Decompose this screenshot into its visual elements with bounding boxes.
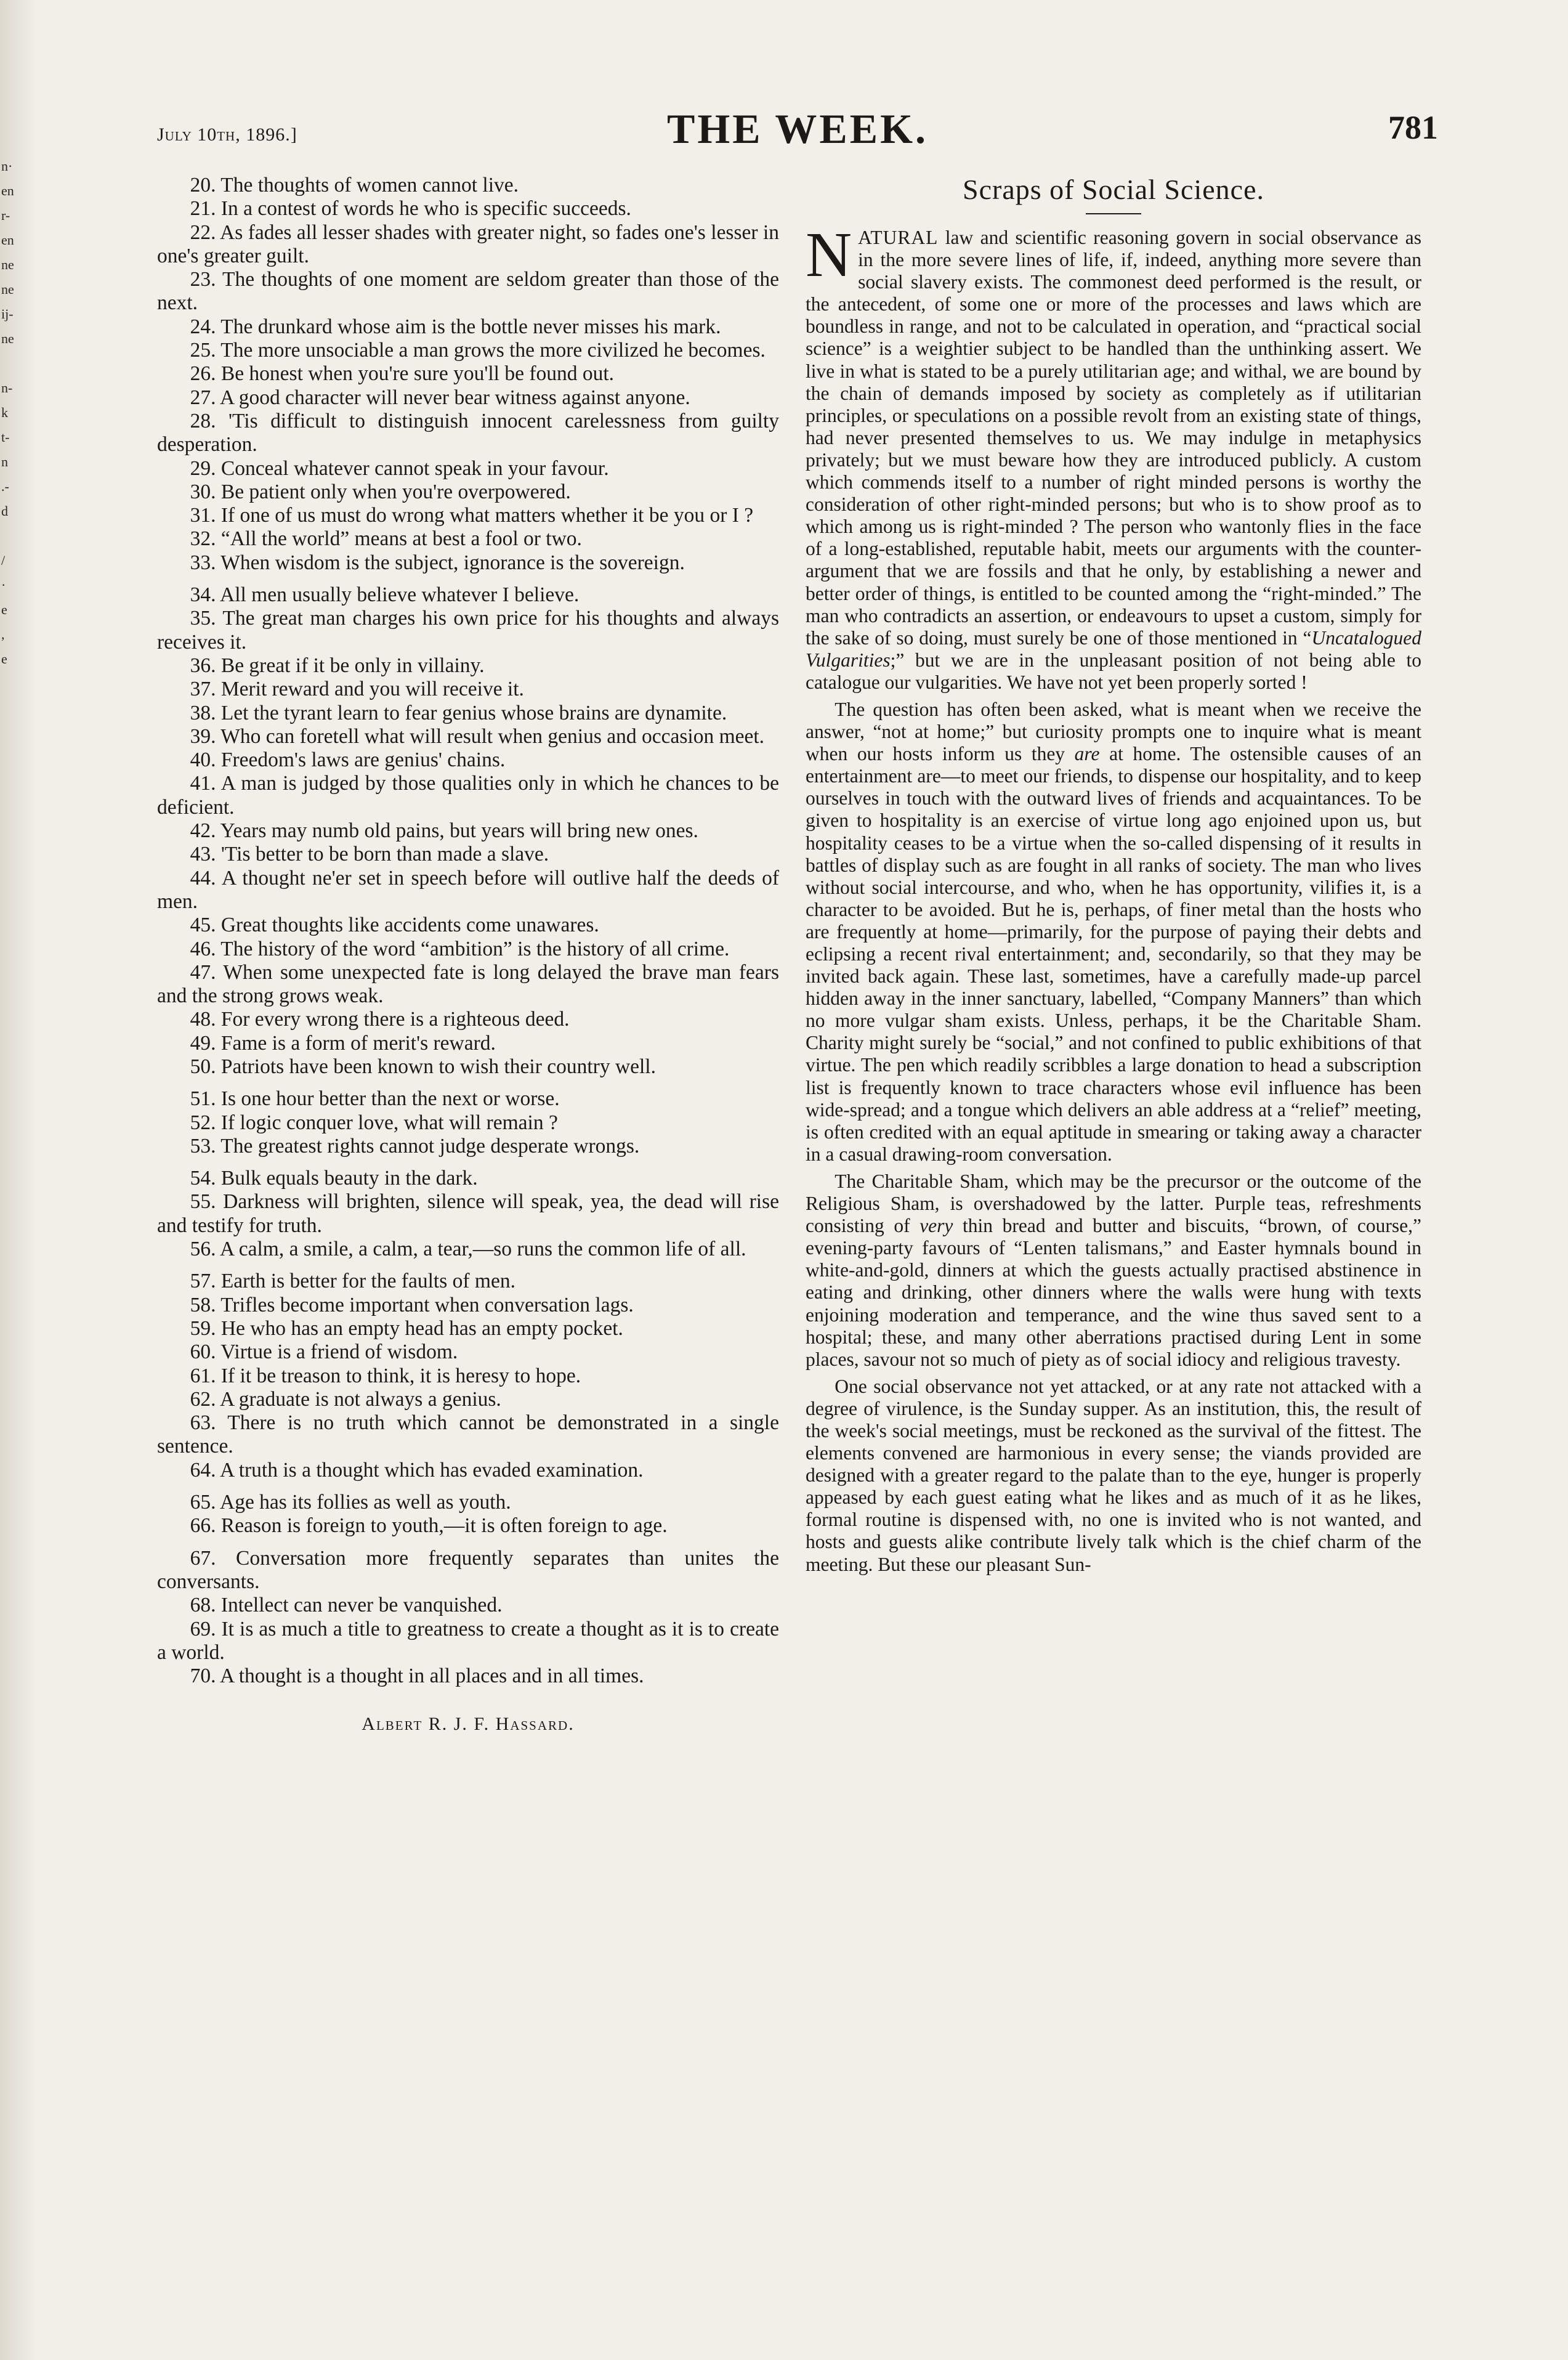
aphorism-item [157,551,779,575]
paragraph-2-text-b: at home. The ostensible causes of an entertainment are—to meet our friends, to dispense our hospitality, and to keep ourselves in touch with the outward lives of friends and acquaintances. To be given to hospitality is an exercise of virtue long ago enjoined upon us, but hospitality ceases to be a virtue when the so-called dispensing of it results in battles of display such as are fought in all ranks of society. The man who lives without social intercourse, and who, when he has opportunity, vilifies it, is a character to be avoided. But he is, perhaps, of finer metal than the hosts who are frequently at home—primarily, for the purpose of paying their debts and eclipsing a recent rival entertainment; and, secondarily, so that they may be invited back again. These last, sometimes, have a carefully made-up parcel hidden away in the inner sanctuary, labelled, “Company Manners” than which no more vulgar sham exists. Unless, perhaps, it be the Charitable Sham. Charity might surely be “social,” and not confined to public exhibitions of that virtue. The pen which readily scribbles a large donation to head a subscription list is frequently known to trace characters whose evil influence has been wide-spread; and a tongue which delivers an able address at a “relief” meeting, is often credited with an equal aptitude in smearing or taking away a character in a casual drawing-room conversation. [806,743,1421,1165]
aphorism-number: 20. [190,174,216,197]
aphorism-number: 65. [190,1491,216,1514]
aphorism-text: It is as much a title to greatness to create a thought as it is to create a world. [157,1617,780,1664]
aphorism-item [157,1388,779,1411]
aphorism-number: 44. [190,866,216,890]
paragraph-2-text-a: The question has often been asked, what is meant when we receive the answer, “not at home;” but curiosity prompts one to inquire what is meant when our hosts inform us they [806,698,1421,765]
aphorism-text: If it be treason to think, it is heresy to hope. [220,1364,581,1387]
aphorism-item [157,1514,779,1538]
aphorism-number: 29. [190,456,216,480]
aphorism-item [157,457,779,481]
aphorism-item [157,607,779,654]
aphorism-text: Bulk equals beauty in the dark. [220,1167,478,1190]
aphorism-item [157,772,779,819]
aphorism-number: 66. [190,1514,216,1538]
aphorism-item [157,1491,779,1514]
paragraph-3-text-b: thin bread and butter and biscuits, “brown, of course,” evening-party favours of “Lenten talismans,” and Easter hymnals bound in white-and-gold, dinners at which the guests actually practised abstinence in eating and drinking, other dinners where the walls were hung with texts enjoining moderation and temperance, and the wine thus saved sent to a hospital; these, and many other aberrations practised during Lent in some places, savour not so much of piety as of social idiocy and religious travesty. [806,1215,1421,1370]
aphorism-item [157,678,779,701]
aphorism-number: 56. [190,1238,216,1261]
aphorism-item [157,268,779,315]
aphorism-item [157,1238,779,1261]
aphorism-number: 27. [190,386,216,409]
paragraph-1-italic: Uncatalogued Vulgarities [806,626,1421,671]
aphorism-text: The thoughts of one moment are seldom greater than those of the next. [157,268,779,315]
article-paragraph-3 [806,1170,1421,1371]
aphorism-text: Darkness will brighten, silence will speak, yea, the dead will rise and testify for truth. [157,1190,780,1237]
aphorism-item [157,1365,779,1388]
aphorism-text: The thoughts of women cannot live. [220,174,519,197]
aphorism-number: 52. [190,1111,216,1134]
aphorism-number: 63. [190,1411,216,1435]
aphorism-item [157,1087,779,1111]
aphorism-item [157,1340,779,1364]
aphorism-number: 70. [190,1665,216,1688]
aphorism-number: 51. [190,1087,216,1111]
aphorism-text: Trifles become important when conversation lags. [220,1293,634,1316]
aphorism-text: As fades all lesser shades with greater night, so fades one's lesser in one's greater guilt. [157,221,780,267]
aphorism-text: When some unexpected fate is long delayed the brave man fears and the strong grows weak. [157,960,779,1008]
aphorism-item [157,819,779,843]
article-paragraph-1 [806,219,1421,694]
aphorism-text: “All the world” means at best a fool or two. [220,527,582,551]
aphorism-number: 50. [190,1055,216,1078]
aphorism-text: The history of the word “ambition” is the history of all crime. [220,937,730,960]
aphorism-number: 31. [190,504,216,527]
aphorism-number: 55. [190,1190,216,1214]
aphorism-text: The greatest rights cannot judge desperate wrongs. [220,1134,640,1158]
aphorism-number: 48. [190,1008,216,1031]
aphorism-text: Reason is foreign to youth,—it is often foreign to age. [220,1514,668,1538]
aphorism-text: In a contest of words he who is specific succeeds. [220,197,631,221]
aphorism-number: 23. [190,268,216,291]
aphorism-item [157,961,779,1008]
aphorism-item [157,1294,779,1317]
aphorism-number: 34. [190,583,216,607]
aphorism-text: Fame is a form of merit's reward. [220,1031,496,1055]
aphorism-text: A truth is a thought which has evaded examination. [220,1458,644,1482]
aphorism-number: 62. [190,1387,216,1411]
aphorism-text: Be patient only when you're overpowered. [220,480,571,503]
aphorism-item [157,221,779,269]
aphorism-item [157,1594,779,1617]
aphorism-number: 64. [190,1458,216,1482]
masthead-title: THE WEEK. [667,105,928,152]
aphorism-number: 36. [190,654,216,677]
aphorism-text: Merit reward and you will receive it. [220,678,524,701]
aphorism-text: Let the tyrant learn to fear genius whose brains are dynamite. [220,701,727,724]
aphorism-number: 46. [190,937,216,960]
aphorism-number: 69. [190,1617,216,1640]
aphorism-number: 57. [190,1270,216,1293]
title-rule [1086,213,1141,214]
aphorism-number: 60. [190,1340,216,1364]
issue-date: July 10th, 1896.] [157,124,297,145]
aphorism-number: 26. [190,362,216,386]
aphorism-item [157,1111,779,1135]
aphorism-number: 41. [190,772,216,795]
aphorism-text: If logic conquer love, what will remain ? [220,1111,558,1134]
aphorism-number: 67. [190,1546,216,1570]
paragraph-1-text-a: law and scientific reasoning govern in social observance as in the more severe lines of life, if, indeed, anything more severe than social slavery exists. The commonest deed performed is the result, or the antecedent, of some one or more of the processes and laws which are boundless in range, and not to be calculated in operation, and “practical social science” is a weightier subject to be handled than the unthinking assert. We live in what is stated to be a purely utilitarian age; and withal, we are bound by the chain of demands imposed by society as completely as if utilitarian principles, or speculations on a possible revolt from an existing state of things, had never presented themselves to us. We may indulge in metaphysics privately; but we must beware how they are introduced publicly. A custom which commends itself to a number of right minded persons is worthy the consideration of other right-minded persons; but who is to show proof as to which among us is right-minded ? The person who wantonly flies in the face of a long-established, reputable habit, meets our arguments with the counter-argument that we are fossils and that he only, by establishing a newer and better order of things, is entitled to be counted among the “right-minded.” The man who contradicts an assertion, or endeavours to upset a custom, simply for the sake of so doing, must surely be one of those mentioned in “ [806,227,1421,649]
aphorism-item [157,1167,779,1190]
aphorism-item [157,362,779,386]
page-header [157,99,1438,160]
aphorism-text: When wisdom is the subject, ignorance is the sovereign. [220,551,685,574]
aphorism-number: 43. [190,843,216,866]
aphorism-text: Freedom's laws are genius' chains. [220,748,506,772]
aphorism-text: A good character will never bear witness against anyone. [220,386,690,409]
aphorism-number: 49. [190,1031,216,1055]
aphorism-number: 45. [190,914,216,937]
aphorism-number: 47. [190,960,216,984]
aphorism-number: 22. [190,221,216,244]
aphorism-number: 35. [190,607,216,630]
aphorism-item [157,914,779,937]
aphorism-item [157,1135,779,1158]
aphorism-text: Age has its follies as well as youth. [220,1491,511,1514]
aphorism-text: He who has an empty head has an empty pocket. [220,1316,623,1340]
aphorism-text: The more unsociable a man grows the more civilized he becomes. [220,339,766,362]
aphorism-item [157,197,779,221]
aphorism-item [157,748,779,772]
aphorism-item [157,481,779,504]
aphorism-item [157,1190,779,1238]
aphorism-text: A calm, a smile, a calm, a tear,—so runs the common life of all. [220,1238,746,1261]
aphorism-item [157,843,779,866]
aphorism-number: 37. [190,678,216,701]
aphorism-item [157,1618,779,1665]
aphorism-item [157,1032,779,1055]
aphorism-text: All men usually believe whatever I believe. [220,583,580,607]
author-signature: Albert R. J. F. Hassard. [362,1714,575,1735]
aphorism-number: 54. [190,1167,216,1190]
aphorism-number: 38. [190,701,216,724]
aphorism-text: Conceal whatever cannot speak in your favour. [220,456,609,480]
aphorism-number: 53. [190,1134,216,1158]
paragraph-3-italic: very [919,1215,953,1237]
aphorism-item [157,1270,779,1293]
aphorism-number: 32. [190,527,216,551]
adjacent-page-fragments: n· en r- en ne ne ij- ne n- k t- n .- d / · e , e [1,158,14,667]
aphorism-item [157,583,779,607]
aphorism-text: Is one hour better than the next or worse. [220,1087,560,1111]
paragraph-3-text-a: The Charitable Sham, which may be the precursor or the outcome of the Religious Sham, is overshadowed by the latter. Purple teas, refreshments consisting of [806,1170,1421,1237]
aphorism-item [157,1459,779,1482]
binding-edge [0,0,37,2360]
drop-cap: N [806,219,852,290]
aphorism-item [157,504,779,527]
aphorism-item [157,1317,779,1340]
aphorism-number: 68. [190,1594,216,1617]
aphorism-item [157,725,779,748]
aphorism-text: The great man charges his own price for his thoughts and always receives it. [157,607,779,654]
aphorism-number: 42. [190,819,216,843]
aphorism-item [157,315,779,339]
aphorism-text: For every wrong there is a righteous deed. [220,1008,570,1031]
article-paragraph-4: One social observance not yet attacked, or at any rate not attacked with a degree of virulence, is the Sunday supper. As an institution, this, the result of the week's social meetings, must be reckoned as the survival of the fittest. The elements convened are harmonious in every sense; the viands provided are designed with a greater regard to the palate than to the eye, hunger is properly appeased by each guest eating what he likes and as much of it as he likes, formal routine is dispensed with, no one is invited who is not wanted, and hosts and guests alike contribute lively talk which is the chief charm of the meeting. But these our pleasant Sun- [806,1375,1421,1575]
aphorism-text: Earth is better for the faults of men. [220,1270,515,1293]
aphorism-list [157,174,779,1688]
aphorism-text: A thought is a thought in all places and in all times. [220,1665,644,1688]
aphorism-number: 40. [190,748,216,772]
article-paragraph-2 [806,699,1421,1166]
aphorism-number: 30. [190,480,216,503]
aphorism-item [157,867,779,914]
aphorism-text: There is no truth which cannot be demonstrated in a single sentence. [157,1411,779,1458]
page-number: 781 [1388,109,1438,146]
aphorism-number: 24. [190,315,216,338]
aphorism-item [157,938,779,961]
aphorism-item [157,339,779,362]
paragraph-1-text-b: ;” but we are in the unpleasant position of not being able to catalogue our vulgarities. We have not yet been properly sorted ! [806,649,1421,693]
aphorism-text: Be great if it be only in villainy. [220,654,485,677]
aphorism-text: A graduate is not always a genius. [220,1387,501,1411]
aphorisms-column [157,174,779,1737]
aphorism-text: Conversation more frequently separates than unites the conversants. [157,1546,779,1593]
aphorism-item [157,527,779,551]
aphorism-number: 28. [190,409,216,432]
aphorism-number: 21. [190,197,216,221]
aphorism-item [157,386,779,410]
aphorism-item [157,1055,779,1079]
aphorism-number: 61. [190,1364,216,1387]
aphorism-item [157,410,779,457]
aphorism-item [157,1665,779,1688]
aphorism-number: 59. [190,1316,216,1340]
aphorism-item [157,1547,779,1594]
aphorism-text: Patriots have been known to wish their country well. [220,1055,656,1078]
paragraph-2-italic: are [1074,743,1100,765]
aphorism-number: 39. [190,724,216,748]
aphorism-item [157,1411,779,1459]
aphorism-text: 'Tis better to be born than made a slave. [220,843,549,866]
aphorism-text: Years may numb old pains, but years will bring new ones. [220,819,698,843]
aphorism-text: 'Tis difficult to distinguish innocent carelessness from guilty desperation. [157,409,779,456]
aphorism-text: If one of us must do wrong what matters whether it be you or I ? [220,504,754,527]
aphorism-text: A thought ne'er set in speech before will outlive half the deeds of men. [157,866,779,913]
aphorism-item [157,174,779,197]
aphorism-text: Virtue is a friend of wisdom. [220,1340,458,1364]
aphorism-text: Who can foretell what will result when genius and occasion meet. [220,724,765,748]
aphorism-item [157,1008,779,1031]
aphorism-text: Be honest when you're sure you'll be found out. [220,362,615,386]
aphorism-number: 25. [190,339,216,362]
aphorism-text: The drunkard whose aim is the bottle never misses his mark. [220,315,721,338]
lead-word: ATURAL [858,227,939,248]
aphorism-number: 33. [190,551,216,574]
aphorism-text: Intellect can never be vanquished. [220,1594,503,1617]
aphorism-item [157,654,779,678]
aphorism-text: Great thoughts like accidents come unawares. [220,914,599,937]
article-column [806,174,1421,1581]
aphorism-item [157,702,779,725]
aphorism-text: A man is judged by those qualities only in which he chances to be deficient. [157,772,779,819]
aphorism-number: 58. [190,1293,216,1316]
article-title: Scraps of Social Science. [963,174,1264,205]
